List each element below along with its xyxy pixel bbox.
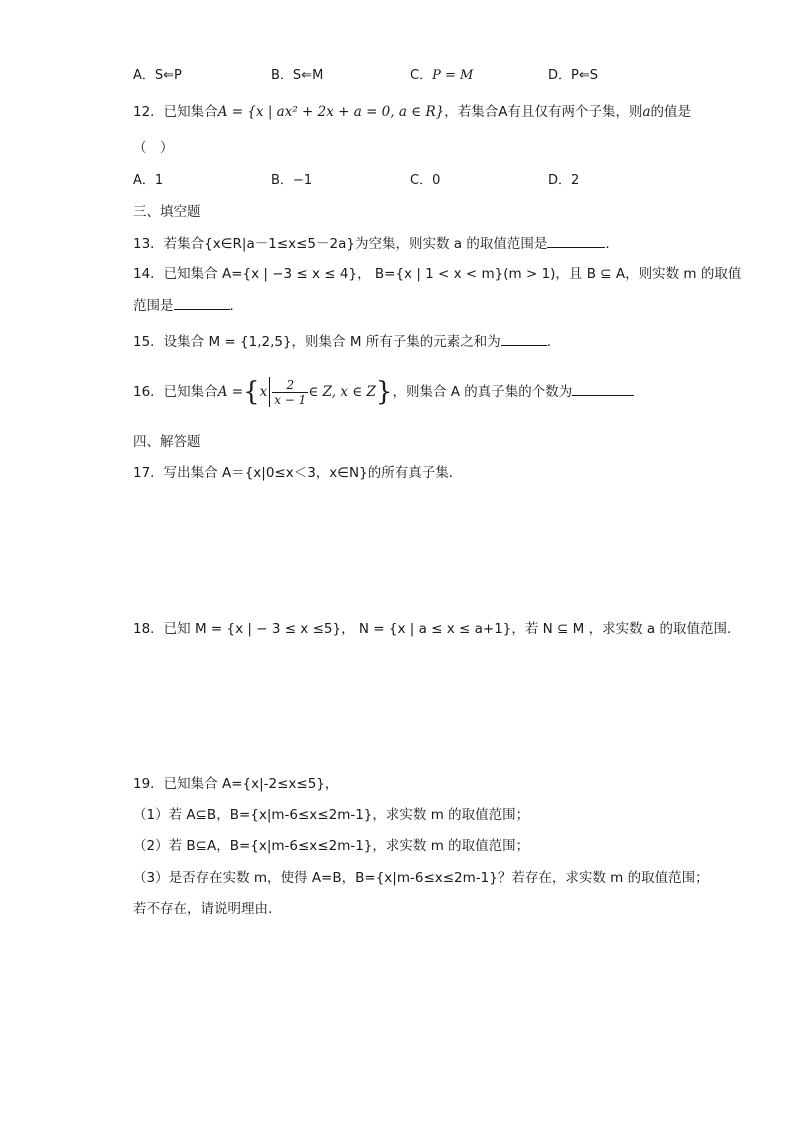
option-text: 2 (571, 173, 580, 188)
section-heading-solutions: 四、解答题 (133, 434, 201, 450)
q19-part3: （3）是否存在实数 m，使得 A=B，B={x|m-6≤x≤2m-1}？若存在，求实数 m 的取值范围； (133, 870, 709, 886)
option-text: S⇐M (292, 68, 324, 83)
q12-option-c (410, 171, 440, 191)
option-label: B． (271, 173, 293, 188)
q15 (133, 331, 551, 352)
q12-tail: 的值是 (650, 104, 692, 120)
q12-stem (133, 102, 691, 122)
q12-option-a (133, 171, 163, 191)
q19-part4: 若不存在，请说明理由. (133, 901, 273, 917)
q16 (133, 372, 634, 412)
option-label: A． (133, 68, 155, 83)
q19-stem: 19．已知集合 A={x|-2≤x≤5}， (133, 776, 339, 792)
q12-option-d (548, 171, 579, 191)
section-heading-fill-in: 三、填空题 (133, 204, 201, 220)
q16-post: ，则集合 A 的真子集的个数为 (392, 384, 573, 400)
q18: 18．已知 M = {x | − 3 ≤ x ≤5}， N = {x | a ≤ x ≤ a+1}，若 N ⊆ M ，求实数 a 的取值范围. (133, 621, 732, 637)
q16-pre: 16．已知集合 (133, 384, 218, 400)
answer-blank[interactable] (572, 381, 634, 396)
option-text: P⇐S (571, 68, 598, 83)
q16-x: x (259, 384, 268, 400)
q13-post: ． (605, 236, 619, 252)
q14-line1: 14．已知集合 A={x | −3 ≤ x ≤ 4}， B={x | 1 < x < m}(m > 1)，且 B ⊆ A，则实数 m 的取值 (133, 266, 742, 282)
q14-line2-post: ． (229, 298, 243, 314)
option-label: D． (548, 68, 572, 83)
q15-text: 15．设集合 M = {1,2,5}，则集合 M 所有子集的元素之和为 (133, 334, 501, 350)
q15-post: . (546, 334, 552, 350)
q12-stem-pre: 12．已知集合 (133, 104, 218, 120)
option-label: C． (410, 173, 433, 188)
fraction (272, 378, 308, 407)
right-brace: } (375, 377, 393, 407)
fraction-denominator: x − 1 (274, 392, 307, 407)
answer-blank[interactable] (547, 233, 605, 248)
q11-option-c (410, 66, 473, 86)
q12-variable: a (642, 104, 651, 120)
q12-set-expression: A = {x | ax² + 2x + a = 0, a ∈ R} (217, 104, 445, 120)
fraction-numerator: 2 (272, 378, 308, 393)
option-label: C． (410, 68, 433, 83)
option-text: P = M (432, 68, 474, 83)
q11-option-b (271, 66, 323, 86)
q16-lhs: A = (217, 384, 244, 400)
answer-blank[interactable] (501, 331, 547, 346)
q14-line2 (133, 295, 243, 316)
q14-line2-pre: 范围是 (133, 298, 174, 314)
answer-blank[interactable] (174, 295, 230, 310)
q12-option-b (271, 171, 312, 191)
q19-part1: （1）若 A⊆B，B={x|m-6≤x≤2m-1}，求实数 m 的取值范围； (133, 807, 530, 823)
q12-paren: （ ） (133, 140, 174, 156)
option-text: 1 (154, 173, 164, 188)
set-builder-bar (269, 377, 270, 407)
option-label: A． (133, 173, 155, 188)
q13-text: 13．若集合{x∈R|a－1≤x≤5－2a}为空集，则实数 a 的取值范围是 (133, 236, 548, 252)
option-text: S⇐P (154, 68, 182, 83)
option-label: D． (548, 173, 572, 188)
option-label: B． (271, 68, 293, 83)
q11-option-a (133, 66, 182, 86)
q17: 17．写出集合 A＝{x|0≤x＜3，x∈N}的所有真子集． (133, 465, 463, 481)
q12-stem-post: ，若集合A有且仅有两个子集，则 (444, 104, 643, 120)
q19-part2: （2）若 B⊆A，B={x|m-6≤x≤2m-1}，求实数 m 的取值范围； (133, 838, 530, 854)
left-brace: { (243, 377, 260, 407)
q16-condition: ∈ Z, x ∈ Z (308, 384, 376, 400)
q13 (133, 233, 619, 254)
option-text: −1 (292, 173, 313, 188)
option-text: 0 (432, 173, 441, 188)
q11-option-d (548, 66, 598, 86)
